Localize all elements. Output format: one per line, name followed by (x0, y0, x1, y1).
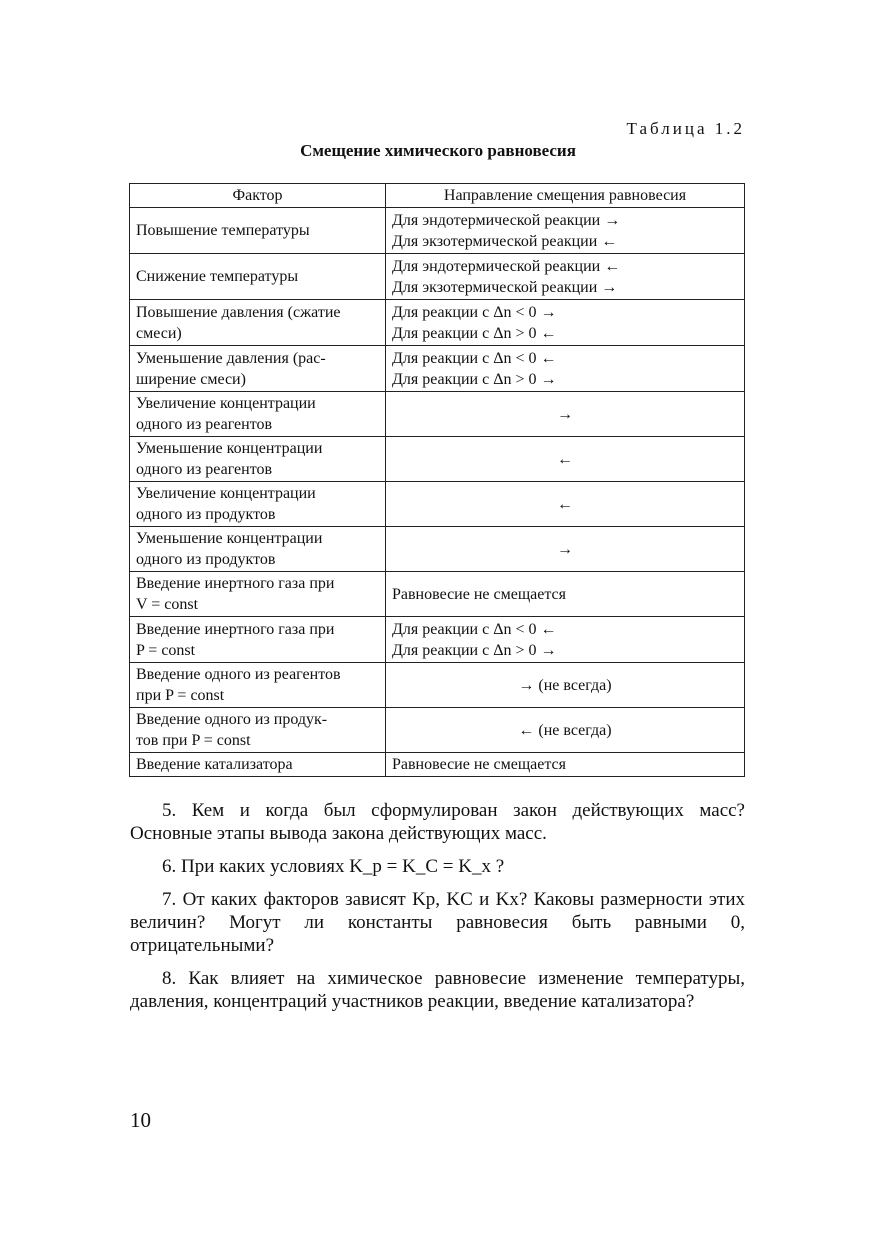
table-row (130, 663, 745, 708)
direction-cell (386, 527, 745, 572)
table-row (130, 617, 745, 663)
direction-cell (386, 708, 745, 753)
question-7: 7. От каких факторов зависят Kp, KC и Kx? Каковы размерности этих величин? Могут ли константы равновесия быть равными 0, отрицательными? (130, 889, 745, 956)
factor-line: одного из продуктов (136, 551, 276, 568)
table-body (130, 208, 745, 777)
direction-line: → (не всегда) (518, 676, 612, 694)
question-6: 6. При каких условиях K_p = K_C = K_x ? (162, 856, 505, 877)
factor-cell (130, 437, 386, 482)
factor-cell (130, 208, 386, 254)
table-row (130, 208, 745, 254)
factor-line: тов при P = const (136, 732, 251, 749)
direction-cell (386, 753, 745, 777)
factor-line: одного из продуктов (136, 506, 276, 523)
factor-line: Увеличение концентрации (136, 395, 316, 412)
factor-line: ширение смеси) (136, 370, 246, 388)
factor-line: Введение инертного газа при (136, 575, 335, 592)
table-title: Смещение химического равновесия (300, 141, 576, 160)
factor-line: P = const (136, 641, 196, 659)
factor-cell (130, 708, 386, 753)
factor-line: одного из реагентов (136, 416, 273, 433)
factor-line: V = const (136, 596, 199, 613)
table-row (130, 482, 745, 527)
page-number: 10 (130, 1108, 151, 1132)
direction-cell (386, 437, 745, 482)
table-label: Таблица 1.2 (626, 119, 745, 138)
table-row (130, 392, 745, 437)
direction-cell (386, 392, 745, 437)
direction-line: Для эндотермической реакции → (392, 211, 621, 229)
table-row (130, 346, 745, 392)
direction-line: → (557, 540, 573, 558)
direction-line: Для реакции с Δn < 0 → (392, 303, 557, 321)
table-row (130, 437, 745, 482)
direction-cell (386, 346, 745, 392)
direction-line: Для экзотермической реакции → (392, 278, 618, 296)
factor-cell (130, 663, 386, 708)
table-row (130, 753, 745, 777)
table-row (130, 300, 745, 346)
table-header-row (130, 184, 745, 208)
factor-cell (130, 617, 386, 663)
direction-line: Для реакции с Δn < 0 ← (392, 349, 557, 367)
factor-line: одного из реагентов (136, 461, 273, 478)
direction-cell (386, 617, 745, 663)
direction-cell (386, 254, 745, 300)
factor-cell (130, 572, 386, 617)
direction-line: ← (557, 495, 573, 513)
factor-cell (130, 753, 386, 777)
factor-line: смеси) (136, 324, 182, 342)
factor-cell (130, 254, 386, 300)
direction-line: → (557, 405, 573, 423)
direction-cell (386, 300, 745, 346)
factor-line: Уменьшение давления (рас- (136, 349, 326, 367)
factor-line: Уменьшение концентрации (136, 440, 323, 457)
direction-cell (386, 663, 745, 708)
direction-cell (386, 572, 745, 617)
question-5: 5. Кем и когда был сформулирован закон действующих масс? Основные этапы вывода закона действующих масс. (130, 800, 745, 844)
factor-cell (130, 392, 386, 437)
factor-line: Введение одного из реагентов (136, 666, 341, 683)
factor-line: Снижение температуры (136, 268, 299, 285)
direction-line: Для эндотермической реакции ← (392, 257, 621, 275)
factor-line: при P = const (136, 687, 225, 704)
direction-line: Для реакции с Δn > 0 → (392, 641, 557, 659)
factor-line: Повышение давления (сжатие (136, 303, 341, 321)
direction-line: Для экзотермической реакции ← (392, 232, 618, 250)
factor-cell (130, 527, 386, 572)
factor-cell (130, 300, 386, 346)
questions-section (130, 799, 745, 1023)
factor-line: Введение одного из продук- (136, 711, 328, 728)
table-row (130, 572, 745, 617)
factor-line: Введение катализатора (136, 756, 293, 773)
factor-line: Уменьшение концентрации (136, 530, 323, 547)
question-8: 8. Как влияет на химическое равновесие изменение температуры, давления, концентраций участников реакции, введение катализатора? (130, 968, 745, 1012)
direction-line: Для реакции с Δn > 0 → (392, 370, 557, 388)
equilibrium-table (129, 183, 745, 777)
direction-cell (386, 208, 745, 254)
table-row (130, 254, 745, 300)
column-header-factor: Фактор (130, 184, 386, 208)
factor-line: Повышение температуры (136, 222, 310, 239)
factor-line: Введение инертного газа при (136, 620, 335, 638)
direction-line: ← (не всегда) (518, 721, 612, 739)
direction-cell (386, 482, 745, 527)
factor-cell (130, 482, 386, 527)
table-row (130, 527, 745, 572)
direction-line: Для реакции с Δn < 0 ← (392, 620, 557, 638)
table-row (130, 708, 745, 753)
factor-line: Увеличение концентрации (136, 485, 316, 502)
column-header-direction: Направление смещения равновесия (386, 184, 745, 208)
direction-line: ← (557, 450, 573, 468)
direction-line: Равновесие не смещается (392, 756, 567, 773)
direction-line: Равновесие не смещается (392, 585, 567, 603)
direction-line: Для реакции с Δn > 0 ← (392, 324, 557, 342)
factor-cell (130, 346, 386, 392)
